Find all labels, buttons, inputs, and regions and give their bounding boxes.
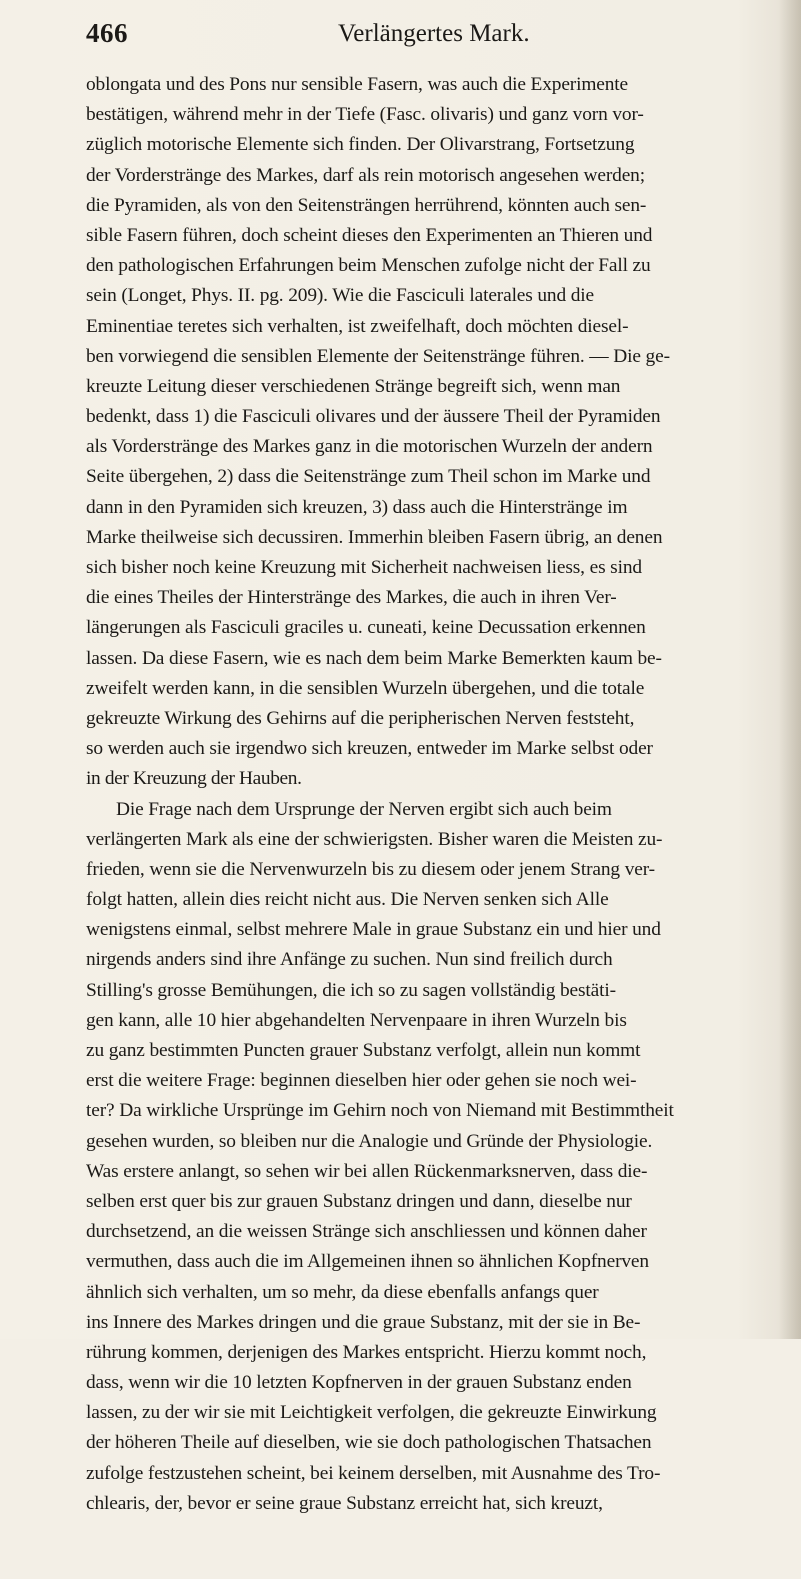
text-line: gesehen wurden, so bleiben nur die Analogie und Gründe der Physiologie. [86, 1130, 653, 1152]
text-line: vermuthen, dass auch die im Allgemeinen ihnen so ähnlichen Kopfnerven [86, 1251, 649, 1273]
text-line: Die Frage nach dem Ursprunge der Nerven ergibt sich auch beim [116, 798, 612, 820]
text-line: sich bisher noch keine Kreuzung mit Sicherheit nachweisen liess, es sind [86, 557, 642, 578]
text-line: wenigstens einmal, selbst mehrere Male in graue Substanz ein und hier und [86, 919, 661, 941]
text-line: so werden auch sie irgendwo sich kreuzen, entweder im Marke selbst oder [86, 738, 653, 760]
text-line: den pathologischen Erfahrungen beim Menschen zufolge nicht der Fall zu [86, 255, 651, 277]
text-line: Stilling's grosse Bemühungen, die ich so zu sagen vollständig bestäti- [86, 979, 616, 1001]
text-line: Seite übergehen, 2) dass die Seitenstränge zum Theil schon im Marke und [86, 466, 651, 488]
text-line [86, 1549, 786, 1579]
text-line: die Pyramiden, als von den Seitensträngen herrührend, könnten auch sen- [86, 194, 647, 216]
text-line: zufolge festzustehen scheint, bei keinem derselben, mit Ausnahme des Tro- [86, 1462, 661, 1484]
text-line: dass, wenn wir die 10 letzten Kopfnerven in der grauen Substanz enden [86, 1372, 632, 1394]
text-line: gekreuzte Wirkung des Gehirns auf die peripherischen Nerven feststeht, [86, 707, 635, 729]
text-line: die eines Theiles der Hinterstränge des Markes, die auch in ihren Ver- [86, 587, 617, 609]
text-line: ben vorwiegend die sensiblen Elemente der Seitenstränge führen. — Die ge- [86, 345, 670, 367]
text-line [86, 1519, 786, 1549]
text-line: lassen. Da diese Fasern, wie es nach dem beim Marke Bemerkten kaum be- [86, 647, 662, 669]
text-line: chlearis, der, bevor er seine graue Substanz erreicht hat, sich kreuzt, [86, 1492, 603, 1514]
page-number: 466 [86, 18, 128, 48]
text-line: sein (Longet, Phys. II. pg. 209). Wie die Fasciculi laterales und die [86, 285, 594, 307]
page-header [86, 18, 726, 58]
text-line: Was erstere anlangt, so sehen wir bei allen Rückenmarksnerven, dass die- [86, 1160, 648, 1182]
text-line: sible Fasern führen, doch scheint dieses den Experimenten an Thieren und [86, 224, 653, 246]
running-title: Verlängertes Mark. [338, 20, 530, 47]
text-line: verlängerten Mark als eine der schwierigsten. Bisher waren die Meisten zu- [86, 828, 663, 850]
text-line: längerungen als Fasciculi graciles u. cuneati, keine Decussation erkennen [86, 617, 646, 639]
text-line: gen kann, alle 10 hier abgehandelten Nervenpaare in ihren Wurzeln bis [86, 1009, 627, 1031]
text-line: ins Innere des Markes dringen und die graue Substanz, mit der sie in Be- [86, 1311, 641, 1333]
text-line: nirgends anders sind ihre Anfänge zu suchen. Nun sind freilich durch [86, 949, 613, 971]
text-line: der höheren Theile auf dieselben, wie sie doch pathologischen Thatsachen [86, 1432, 652, 1454]
text-line: folgt hatten, allein dies reicht nicht aus. Die Nerven senken sich Alle [86, 889, 609, 911]
text-line: erst die weitere Frage: beginnen dieselben hier oder gehen sie noch wei- [86, 1070, 637, 1092]
text-line: züglich motorische Elemente sich finden. Der Olivarstrang, Fortsetzung [86, 134, 635, 156]
text-line: selben erst quer bis zur grauen Substanz dringen und dann, dieselbe nur [86, 1190, 632, 1212]
text-line: oblongata und des Pons nur sensible Fasern, was auch die Experimente [86, 74, 628, 95]
text-line: durchsetzend, an die weissen Stränge sich anschliessen und können daher [86, 1221, 647, 1243]
text-line: kreuzte Leitung dieser verschiedenen Stränge begreift sich, wenn man [86, 375, 621, 397]
body-text [86, 70, 786, 1579]
text-line: dann in den Pyramiden sich kreuzen, 3) dass auch die Hinterstränge im [86, 496, 628, 518]
text-line: als Vorderstränge des Markes ganz in die motorischen Wurzeln der andern [86, 436, 653, 458]
text-line: ter? Da wirkliche Ursprünge im Gehirn noch von Niemand mit Bestimmtheit [86, 1100, 674, 1122]
text-line: zu ganz bestimmten Puncten grauer Substanz verfolgt, allein nun kommt [86, 1040, 641, 1061]
text-line: bestätigen, während mehr in der Tiefe (Fasc. olivaris) und ganz vorn vor- [86, 104, 644, 126]
text-line: rührung kommen, derjenigen des Markes entspricht. Hierzu kommt noch, [86, 1341, 647, 1363]
text-line: zweifelt werden kann, in die sensiblen Wurzeln übergehen, und die totale [86, 677, 645, 699]
text-line: der Vorderstränge des Markes, darf als rein motorisch angesehen werden; [86, 164, 645, 186]
text-line: bedenkt, dass 1) die Fasciculi olivares und der äussere Theil der Pyramiden [86, 406, 661, 428]
text-line: ähnlich sich verhalten, um so mehr, da diese ebenfalls anfangs quer [86, 1281, 599, 1303]
text-line: in der Kreuzung der Hauben. [86, 768, 302, 790]
text-line: Eminentiae teretes sich verhalten, ist zweifelhaft, doch möchten diesel- [86, 315, 629, 337]
text-line: lassen, zu der wir sie mit Leichtigkeit verfolgen, die gekreuzte Einwirkung [86, 1402, 657, 1424]
text-line: frieden, wenn sie die Nervenwurzeln bis zu diesem oder jenem Strang ver- [86, 858, 655, 880]
text-line: Marke theilweise sich decussiren. Immerhin bleiben Fasern übrig, an denen [86, 526, 663, 548]
